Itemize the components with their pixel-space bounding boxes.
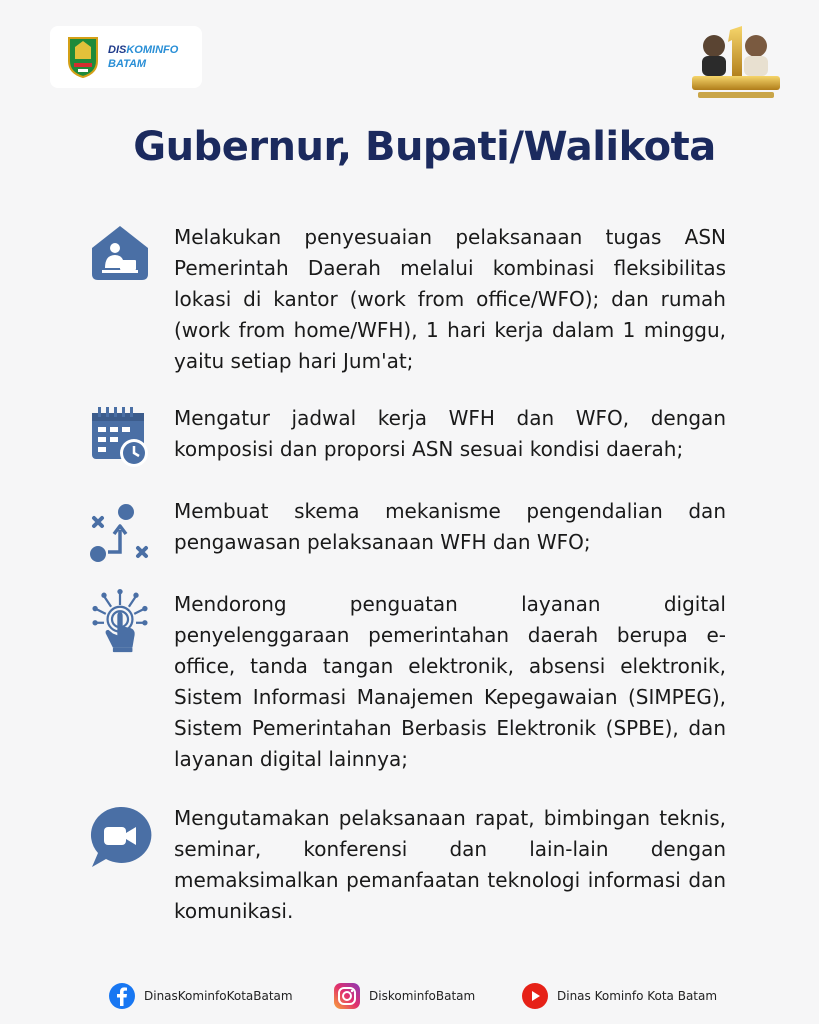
logo-text-dis: DIS [108,44,127,56]
item-text: Melakukan penyesuaian pelaksanaan tugas ASN Pemerintah Daerah melalui kombinasi fleksibilitas lokasi di kantor (work from office/WFO); dan rumah (work from home/WFH), 1 hari kerja dalam 1 minggu, yaitu setiap hari Jum'at; [174,225,726,373]
video-call-icon [88,805,152,869]
logo-text-batam: BATAM [108,58,147,70]
page-title: Gubernur, Bupati/Walikota [133,124,716,170]
footer-social [0,982,819,1018]
youtube-icon [521,982,549,1010]
instagram-icon [333,982,361,1010]
batam-crest-icon [66,35,100,79]
youtube-link[interactable] [521,982,717,1010]
facebook-icon [108,982,136,1010]
digital-touch-icon [88,589,152,653]
diskominfo-logo [50,26,202,88]
item-text: Mengatur jadwal kerja WFH dan WFO, dengan komposisi dan proporsi ASN sesuai kondisi daerah; [174,406,726,461]
instagram-link[interactable] [333,982,475,1010]
instagram-handle: DiskominfoBatam [369,989,476,1003]
logo-text-kominfo: KOMINFO [126,44,179,56]
strategy-icon [88,500,152,564]
home-office-icon [88,222,152,286]
facebook-handle: DinasKominfoKotaBatam [144,989,293,1003]
youtube-channel: Dinas Kominfo Kota Batam [557,989,718,1003]
facebook-link[interactable] [108,982,293,1010]
calendar-clock-icon [88,405,152,469]
item-text: Mengutamakan pelaksanaan rapat, bimbingan teknis, seminar, konferensi dan lain-lain dengan memaksimalkan pemanfaatan teknologi informasi dan komunikasi. [174,806,726,923]
item-text: Mendorong penguatan layanan digital penyelenggaraan pemerintahan daerah berupa e-office, tanda tangan elektronik, absensi elektronik, Sistem Informasi Manajemen Kepegawaian (SIMPEG), Sistem Pemerintahan Berbasis Elektronik (SPBE), dan layanan digital lainnya; [174,592,726,771]
item-text: Membuat skema mekanisme pengendalian dan pengawasan pelaksanaan WFH dan WFO; [174,499,726,554]
anniversary-badge-icon [684,22,788,106]
